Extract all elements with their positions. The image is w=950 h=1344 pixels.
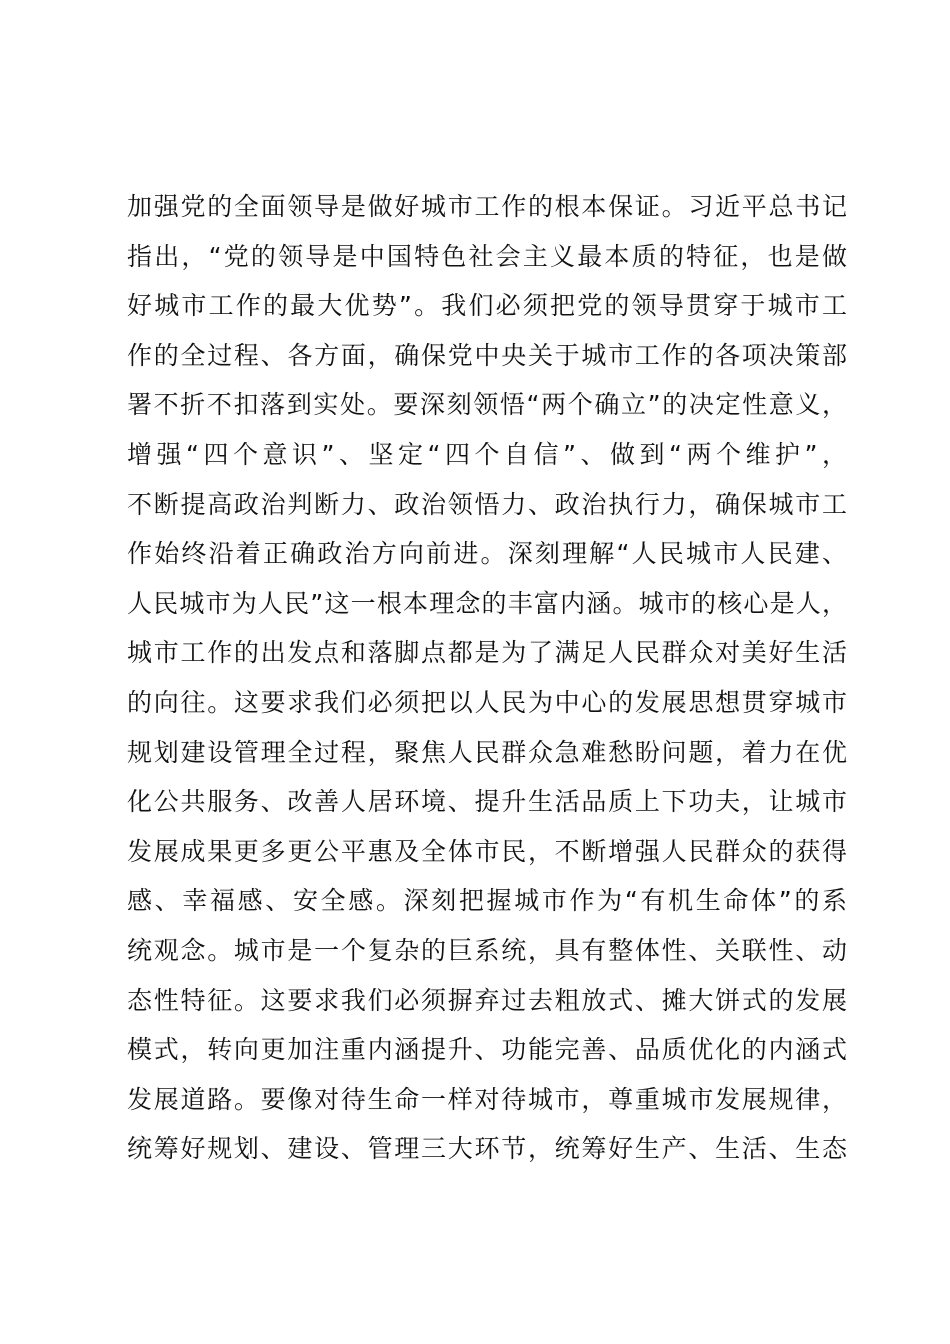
text-line: 的向往。这要求我们必须把以人民为中心的发展思想贯穿城市 [127, 687, 847, 717]
text-line: 加强党的全面领导是做好城市工作的根本保证。习近平总书记 [127, 192, 847, 221]
text-line: 模式，转向更加注重内涵提升、功能完善、品质优化的内涵式 [127, 1035, 847, 1065]
text-line: 增强“四个意识”、坚定“四个自信”、做到“两个维护”， [127, 439, 847, 469]
text-line: 规划建设管理全过程，聚焦人民群众急难愁盼问题，着力在优 [127, 737, 847, 767]
text-line: 署不折不扣落到实处。要深刻领悟“两个确立”的决定性意义， [127, 390, 847, 420]
text-line: 作始终沿着正确政治方向前进。深刻理解“人民城市人民建、 [127, 539, 847, 569]
text-line: 人民城市为人民”这一根本理念的丰富内涵。城市的核心是人， [127, 588, 847, 618]
text-line: 发展道路。要像对待生命一样对待城市，尊重城市发展规律， [127, 1084, 847, 1114]
text-line: 作的全过程、各方面，确保党中央关于城市工作的各项决策部 [127, 340, 847, 370]
text-line: 态性特征。这要求我们必须摒弃过去粗放式、摊大饼式的发展 [127, 985, 847, 1015]
text-line: 化公共服务、改善人居环境、提升生活品质上下功夫，让城市 [127, 787, 847, 817]
text-line: 不断提高政治判断力、政治领悟力、政治执行力，确保城市工 [127, 489, 847, 519]
text-line: 统观念。城市是一个复杂的巨系统，具有整体性、关联性、动 [127, 935, 847, 965]
text-line: 指出，“党的领导是中国特色社会主义最本质的特征，也是做 [127, 241, 847, 271]
body-paragraph [127, 182, 847, 1174]
text-line: 发展成果更多更公平惠及全体市民，不断增强人民群众的获得 [127, 836, 847, 866]
text-line: 好城市工作的最大优势”。我们必须把党的领导贯穿于城市工 [127, 291, 847, 321]
text-line: 城市工作的出发点和落脚点都是为了满足人民群众对美好生活 [127, 638, 847, 668]
text-line: 统筹好规划、建设、管理三大环节，统筹好生产、生活、生态 [127, 1134, 847, 1164]
text-line: 感、幸福感、安全感。深刻把握城市作为“有机生命体”的系 [127, 886, 847, 916]
